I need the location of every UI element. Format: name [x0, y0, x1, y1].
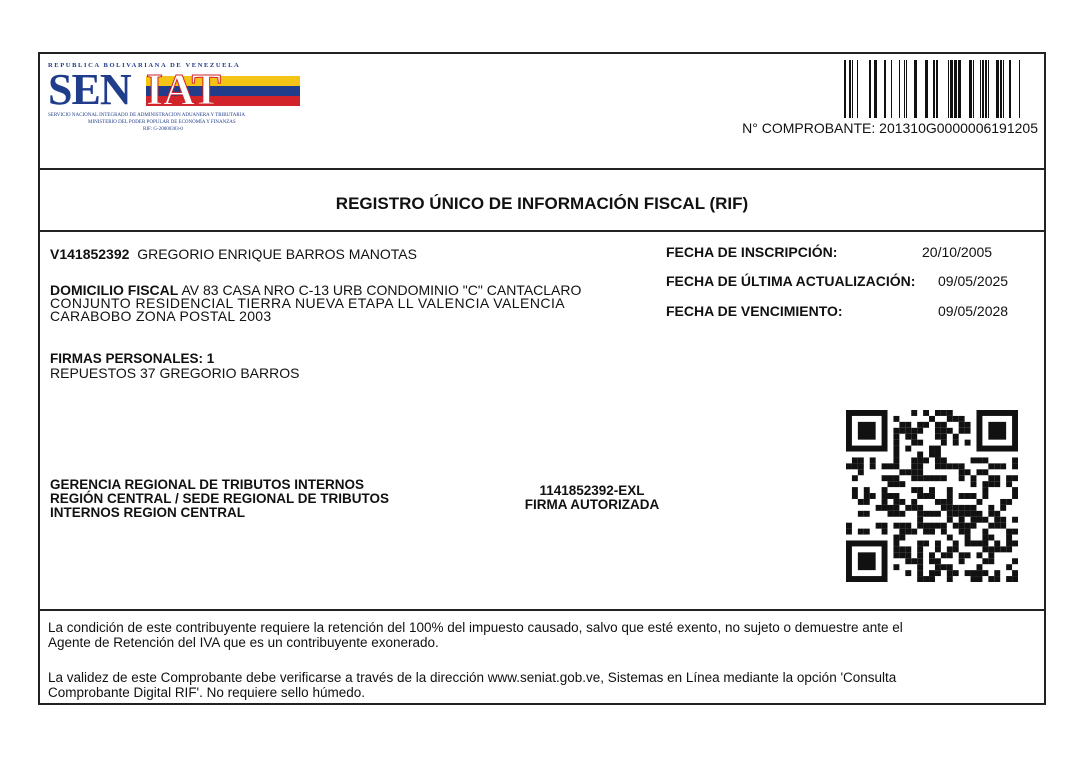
inscripcion-value: 20/10/2005	[922, 244, 993, 260]
qr-code-image	[846, 410, 1018, 582]
domicilio-line1: AV 83 CASA NRO C-13 URB CONDOMINIO "C" CANTACLARO	[181, 282, 582, 298]
footer-para1-line2: Agente de Retención del IVA que es un contribuyente exonerado.	[48, 635, 439, 650]
actualizacion-value: 09/05/2025	[938, 273, 1009, 289]
signature-label: FIRMA AUTORIZADA	[524, 497, 660, 512]
rif-document	[38, 52, 1046, 705]
footer-paragraph-2	[48, 670, 1038, 700]
footer-para1-line1: La condición de este contribuyente requiere la retención del 100% del impuesto causado, salvo que esté exento, no sujeto o demuestre ante el	[48, 620, 903, 635]
office-line1: GERENCIA REGIONAL DE TRIBUTOS INTERNOS	[50, 477, 365, 492]
logo-line1: SERVICIO NACIONAL INTEGRADO DE ADMINISTRACION ADUANERA Y TRIBUTARIA	[48, 113, 246, 118]
office-line2: REGIÓN CENTRAL / SEDE REGIONAL DE TRIBUTOS	[50, 491, 390, 506]
domicilio-line2: CONJUNTO RESIDENCIAL TIERRA NUEVA ETAPA LL VALENCIA VALENCIA	[50, 295, 566, 311]
firmas-block	[50, 352, 299, 380]
footer-paragraph-1	[48, 620, 1038, 650]
office-line3: INTERNOS REGION CENTRAL	[50, 505, 246, 520]
firmas-label: FIRMAS PERSONALES: 1	[50, 351, 215, 366]
logo-republica-text: REPUBLICA BOLIVARIANA DE VENEZUELA	[48, 62, 241, 69]
footer-para2-line1: La validez de este Comprobante debe verificarse a través de la dirección www.seniat.gob.ve, Sistemas en Línea mediante la opción 'Consulta	[48, 670, 897, 685]
firmas-value: REPUESTOS 37 GREGORIO BARROS	[50, 365, 300, 381]
inscripcion-label: FECHA DE INSCRIPCIÓN:	[666, 244, 838, 260]
document-title: REGISTRO ÚNICO DE INFORMACIÓN FISCAL (RIF)	[335, 194, 749, 213]
domicilio-block	[50, 284, 581, 323]
logo-line3: RIF: G-20000303-0	[143, 127, 183, 132]
taxpayer-name: GREGORIO ENRIQUE BARROS MANOTAS	[137, 246, 417, 262]
logo-brand-right: IAT	[146, 65, 221, 114]
rif-number: V141852392	[50, 246, 130, 262]
comprobante-number: N° COMPROBANTE: 201310G0000006191205	[742, 120, 1038, 136]
barcode-image	[844, 60, 1036, 118]
seniat-logo	[48, 62, 298, 142]
domicilio-line3: CARABOBO ZONA POSTAL 2003	[50, 308, 272, 324]
footer-divider	[40, 609, 1044, 611]
vencimiento-label: FECHA DE VENCIMIENTO:	[666, 303, 843, 319]
vencimiento-value: 09/05/2028	[938, 303, 1009, 319]
domicilio-label: DOMICILIO FISCAL	[50, 282, 179, 298]
header-divider	[40, 168, 1044, 170]
footer-para2-line2: Comprobante Digital RIF'. No requiere sello húmedo.	[48, 685, 365, 700]
title-divider	[40, 230, 1044, 232]
signature-block	[496, 484, 688, 512]
logo-line2: MINISTERIO DEL PODER POPULAR DE ECONOMÍA Y FINANZAS	[88, 120, 236, 125]
actualizacion-label: FECHA DE ÚLTIMA ACTUALIZACIÓN:	[666, 273, 916, 289]
signature-code: 1141852392-EXL	[539, 483, 645, 498]
taxpayer-line	[50, 246, 417, 262]
office-block	[50, 478, 389, 520]
logo-brand-left: SEN	[48, 65, 131, 114]
